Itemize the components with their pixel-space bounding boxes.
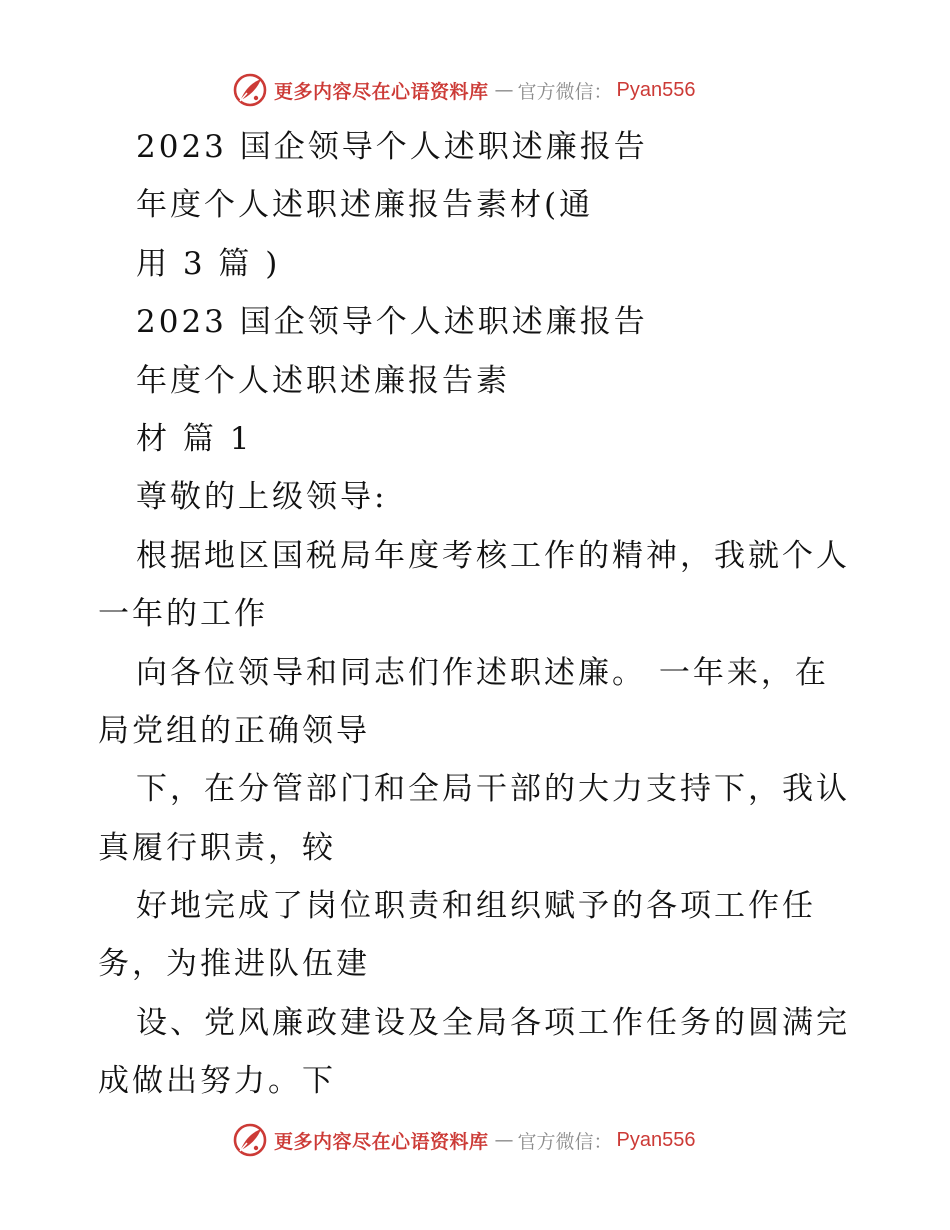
document-line: 一年的工作 [98,596,268,633]
document-line: 尊敬的上级领导: [136,479,388,516]
contact-label: 官方微信： [517,80,613,103]
document-line: 向各位领导和同志们作述职述廉。 一年来，在 [136,654,829,691]
footer-watermark-banner [232,1120,696,1160]
feather-pen-logo-icon [232,72,268,108]
document-body [98,118,868,1111]
document-line: 成做出努力。下 [98,1063,336,1100]
contact-id: Pyan556 [616,1128,696,1151]
document-line: 年度个人述职述廉报告素 [136,362,510,399]
promo-text: 更多内容尽在心语资料库 [274,80,489,103]
document-line: 2023 国企领导个人述职述廉报告 [136,304,648,341]
document-line: 用 3 篇 ) [136,245,281,282]
document-line: 局党组的正确领导 [98,712,370,749]
document-line: 2023 国企领导个人述职述廉报告 [136,129,648,165]
document-line: 真履行职责，较 [98,829,336,866]
header-watermark-banner [232,70,696,110]
banner-separator: — [494,79,514,101]
document-line: 下，在分管部门和全局干部的大力支持下，我认 [136,771,850,808]
banner-separator: — [494,1129,514,1151]
contact-label: 官方微信： [517,1130,613,1153]
contact-id: Pyan556 [616,78,696,101]
feather-pen-logo-icon [232,1122,268,1158]
document-line: 务，为推进队伍建 [98,946,370,983]
document-line: 根据地区国税局年度考核工作的精神，我就个人 [136,537,850,574]
document-line: 设、党风廉政建设及全局各项工作任务的圆满完 [136,1004,850,1041]
document-line: 材 篇 1 [136,420,253,457]
document-line: 年度个人述职述廉报告素材(通 [136,187,594,224]
promo-text: 更多内容尽在心语资料库 [274,1130,489,1153]
document-line: 好地完成了岗位职责和组织赋予的各项工作任 [136,888,816,925]
